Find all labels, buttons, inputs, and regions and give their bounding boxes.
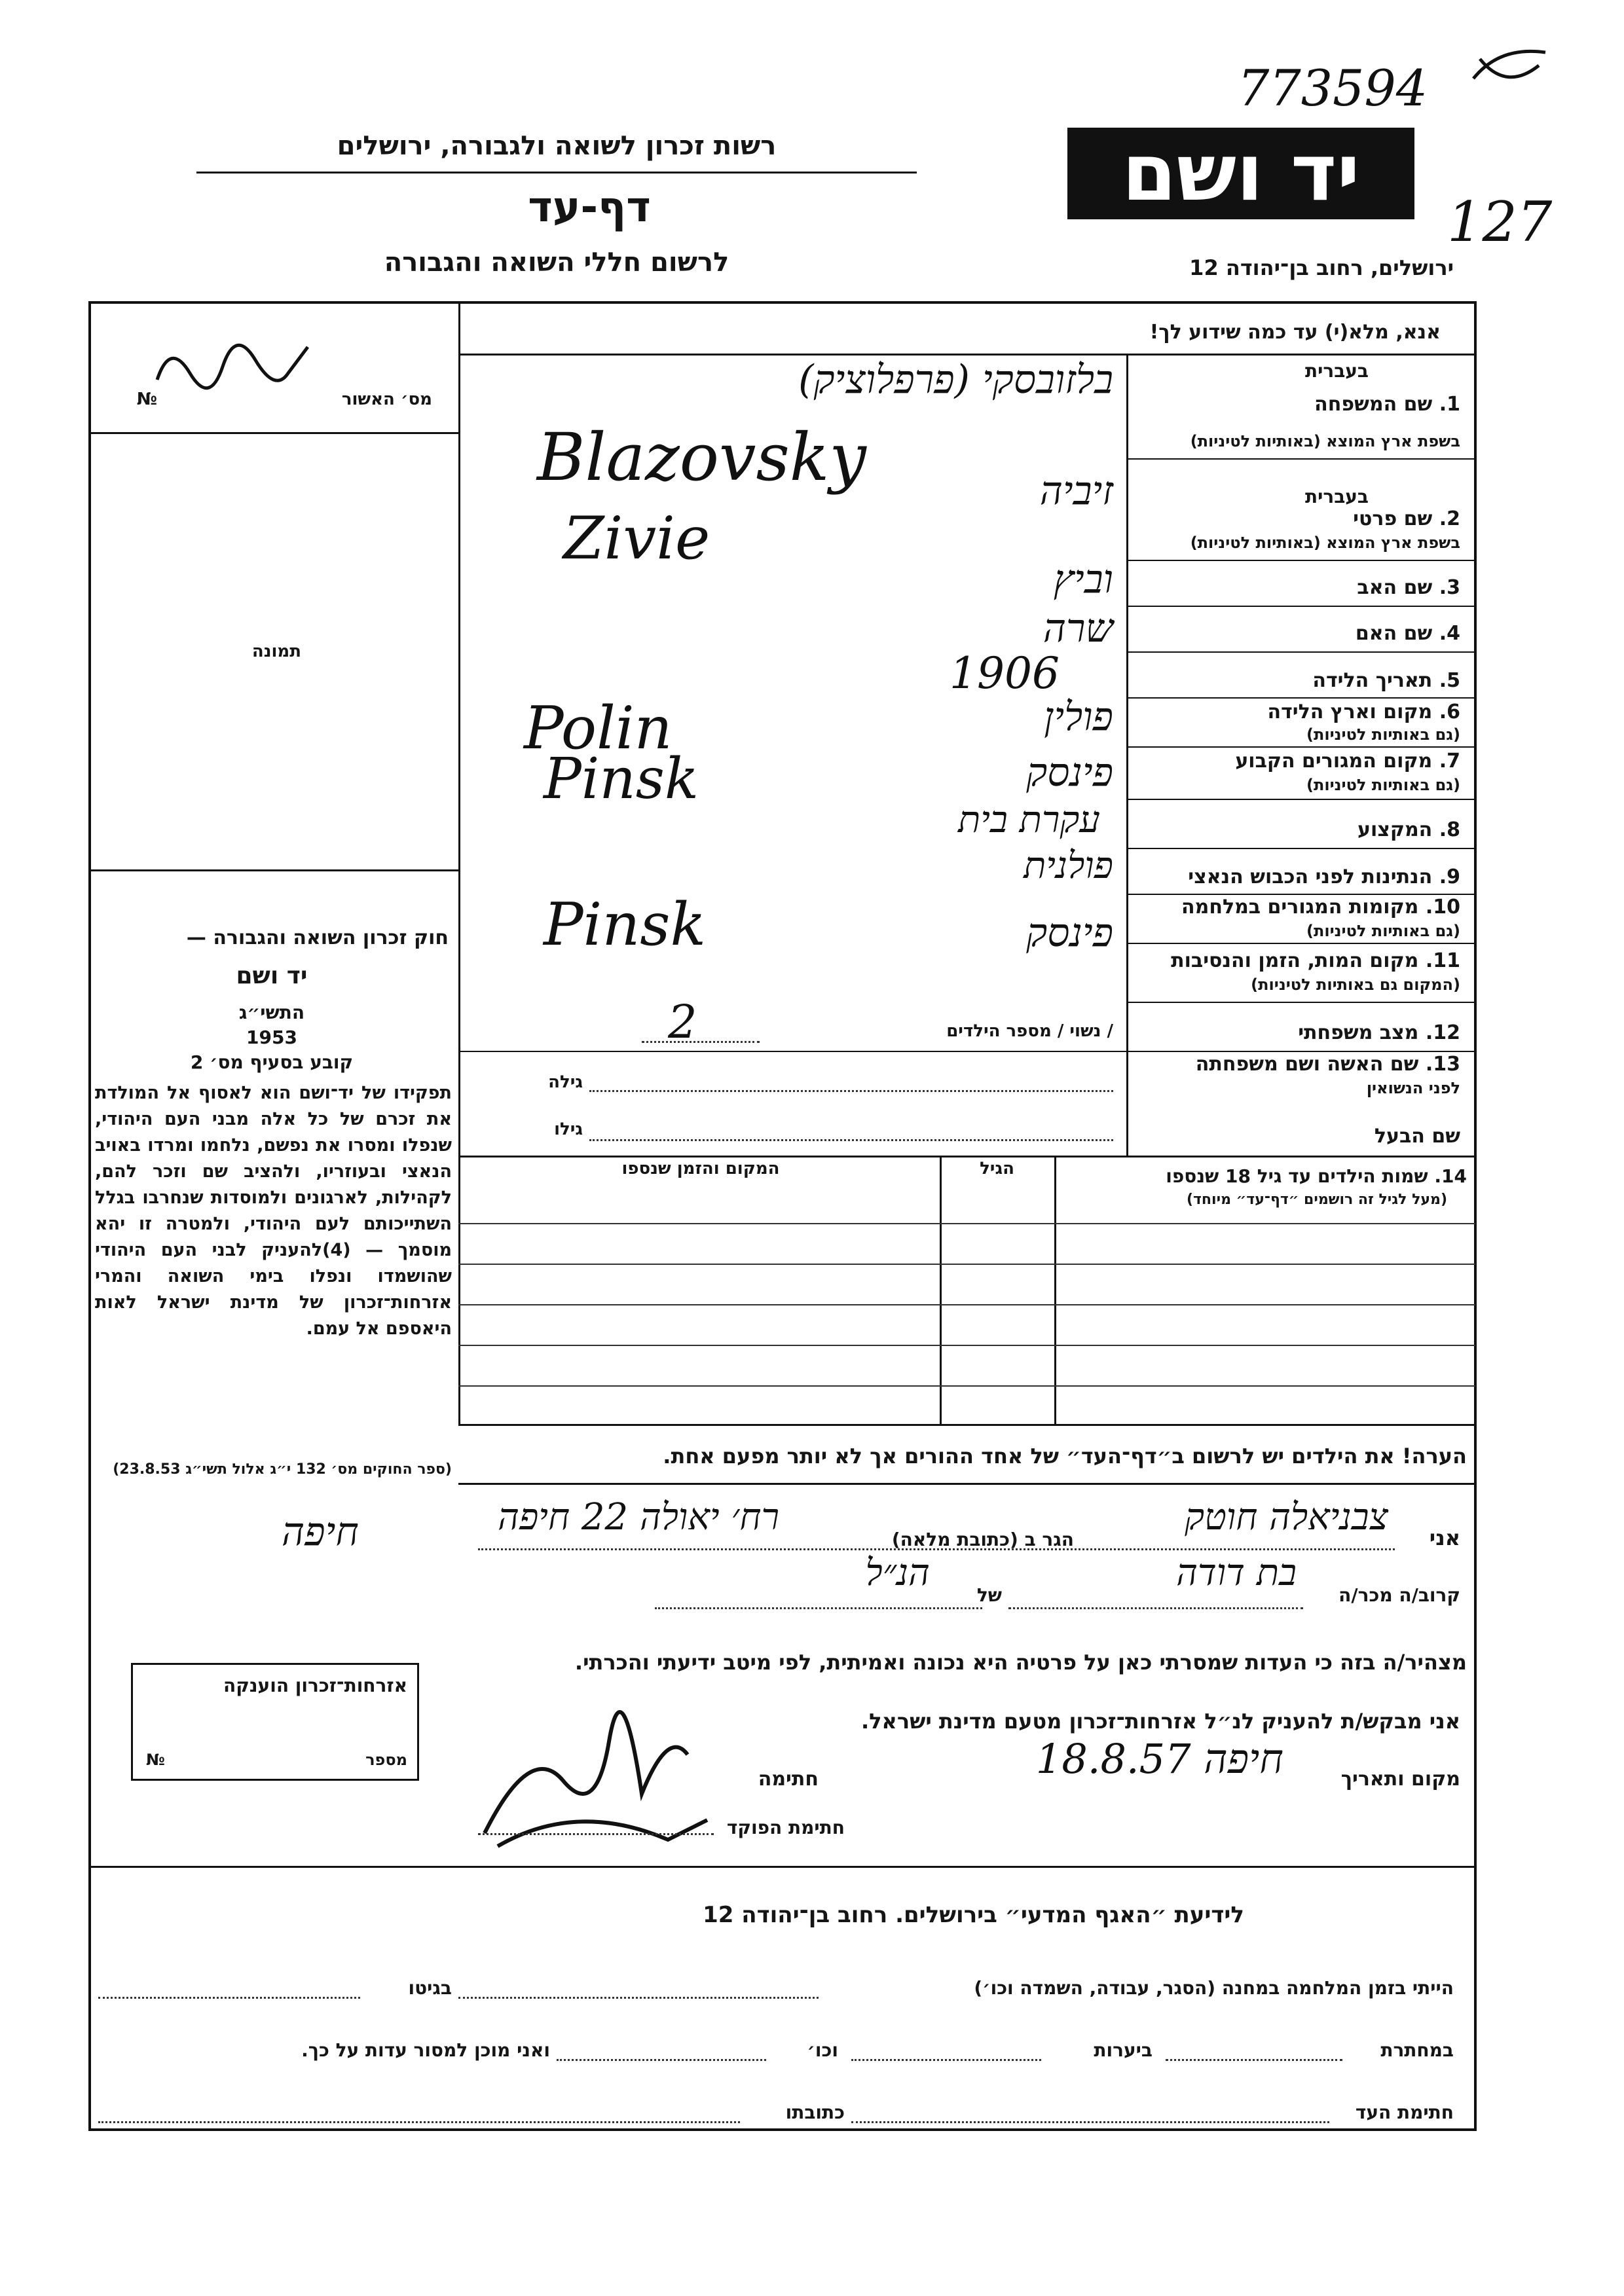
address: ירושלים, רחוב בן־יהודה 12 <box>1189 255 1454 280</box>
field-13-label: 13. שם האשה ושם משפחתה <box>1195 1053 1460 1076</box>
field-2-sub: בשפת ארץ המוצא (באותיות לטיניות) <box>1190 534 1460 552</box>
margin-note: חיפה <box>282 1509 359 1555</box>
field-10-label: 10. מקומות המגורים במלחמה <box>1181 896 1460 919</box>
intro-text: אנא, מלא(י) עד כמה שידוע לך! <box>1149 321 1441 344</box>
footer-line2-c: וכו׳ <box>807 2039 838 2061</box>
birthplace-latin: Polin <box>524 694 673 763</box>
field-1-label: 1. שם המשפחה <box>1314 393 1460 416</box>
children-count: 2 <box>668 995 697 1049</box>
footer-line3-a: חתימת העד <box>1355 2102 1454 2123</box>
children-table-note: (מעל לגיל זה רושמים ״דף־עד״ מיוחד) <box>1186 1192 1447 1208</box>
approval-handwriting <box>151 334 321 406</box>
field-1-sub: בשפת ארץ המוצא (באותיות לטיניות) <box>1190 432 1460 450</box>
footer-line2-b: ביערות <box>1094 2039 1153 2061</box>
field-2-label: 2. שם פרטי <box>1353 507 1460 530</box>
field-8-label: 8. המקצוע <box>1357 818 1460 841</box>
field-7-label: 7. מקום המגורים הקבוע <box>1235 750 1460 773</box>
law-source: (ספר החוקים מס׳ 132 י״ג אלול תשי״ג 23.8.53) <box>113 1461 452 1478</box>
birthplace-hebrew: פולין <box>1044 694 1113 740</box>
field-7-sub: (גם באותיות לטיניות) <box>1306 776 1460 794</box>
first-name-latin: Zivie <box>563 504 710 573</box>
husband-age-label: גילו <box>554 1120 583 1139</box>
declaration-ani: אני <box>1429 1525 1460 1550</box>
children-table-header: 14. שמות הילדים עד גיל 18 שנספו <box>1166 1165 1467 1187</box>
residence-hebrew: פינסק <box>1026 750 1113 795</box>
field-3-label: 3. שם האב <box>1357 576 1460 599</box>
side-number: 127 <box>1447 190 1553 254</box>
field-9-label: 9. הנתינות לפני הכבוש הנאצי <box>1188 866 1460 888</box>
place-date-value: חיפה 18.8.57 <box>1035 1735 1283 1783</box>
husband-label: שם הבעל <box>1374 1125 1460 1148</box>
signature-label: חתימה <box>758 1768 819 1791</box>
wartime-residence-latin: Pinsk <box>544 890 707 959</box>
form-title: דף-עד <box>528 183 651 232</box>
field-6-sub: (גם באותיות לטיניות) <box>1306 725 1460 744</box>
law-year-he: התשי״ג <box>238 1002 305 1023</box>
law-body: תפקידו של יד־ושם הוא לאסוף אל המולדת את זכרם של כל אלה מבני העם היהודי, שנפלו ומסרו את נפשם, נלחמו ומרדו באויב הנאצי ובעוזריו, ולהציב שם וזכר להם, לקהילות, לארגונים ולמוסדות שנחרבו בגלל השתייכותם לעם היהודי, ולמטרה זו יהא מוסמך — (4)להעניק לבני העם היהודי שהושמדו ונפלו בימי השואה והמרי אזרחות־זכרון של מדינת ישראל לאות היאספם אל עמם. <box>95 1083 452 1339</box>
resides-label: הגר ב (כתובת מלאה) <box>891 1529 1074 1550</box>
nationality: פולנית <box>1024 845 1113 887</box>
organization-line: רשות זכרון לשואה ולגבורה, ירושלים <box>337 131 777 161</box>
official-signature-label: חתימת הפוקד <box>726 1817 845 1838</box>
request-text: אני מבקש/ת להעניק לנ״ל אזרחות־זכרון מטעם מדינת ישראל. <box>861 1709 1460 1734</box>
affirmation-text: מצהיר/ה בזה כי העדות שמסרתי כאן על פרטיה היא נכונה ואמיתית, לפי מיטב ידיעתי והכרתי. <box>574 1650 1467 1675</box>
approval-label: מס׳ האשור <box>341 390 432 409</box>
mother-name: שרה <box>1043 606 1113 651</box>
footer-line1-a: הייתי בזמן המלחמה במחנה (הסגר, עבודה, השמדה וכו׳) <box>974 1977 1454 1999</box>
residence-latin: Pinsk <box>544 746 699 812</box>
profession: עקרת בית <box>958 799 1100 841</box>
surname-latin: Blazovsky <box>537 419 866 496</box>
witness-address: רח׳ יאולה 22 חיפה <box>498 1496 779 1539</box>
field-11-sub: (המקום גם באותיות לטיניות) <box>1251 975 1460 994</box>
law-name: יד ושם <box>236 962 308 989</box>
footer-line2-d: ואני מוכן למסור עדות על כך. <box>301 2039 550 2061</box>
check-mark-icon <box>1467 39 1552 98</box>
relation-value: בת דודה <box>1176 1552 1297 1594</box>
witness-name: צבניאלה חוטק <box>1185 1496 1388 1539</box>
marital-status-options: / נשוי / מספר הילדים <box>946 1021 1113 1041</box>
field-1-hebrew-tag: בעברית <box>1304 360 1369 382</box>
law-clause: קובע בסעיף מס׳ 2 <box>190 1051 354 1073</box>
archive-number: 773594 <box>1238 59 1428 117</box>
first-name-hebrew: זיביה <box>1039 468 1113 514</box>
citizenship-box: אזרחות־זכרון הוענקה מספר № <box>131 1663 419 1781</box>
surname-hebrew: בלזובסקי (פרפלוציק) <box>798 357 1113 403</box>
field-10-sub: (גם באותיות לטיניות) <box>1306 922 1460 940</box>
age-column-header: הגיל <box>980 1159 1014 1178</box>
yad-vashem-logo: יד ושם <box>1067 128 1414 219</box>
wartime-residence-hebrew: פינסק <box>1026 910 1113 956</box>
footer-line1-b: בגיטו <box>408 1977 452 1999</box>
place-column-header: המקום והזמן שנספו <box>621 1159 780 1178</box>
field-4-label: 4. שם האם <box>1355 622 1460 645</box>
law-title: חוק זכרון השואה והגבורה — <box>186 926 449 949</box>
children-note: הערה! את הילדים יש לרשום ב״דף־העד״ של אחד ההורים אך לא יותר מפעם אחת. <box>663 1444 1467 1468</box>
field-13-sub: לפני הנשואין <box>1366 1079 1460 1097</box>
relative-label: קרוב/ה מכר/ה <box>1338 1584 1460 1606</box>
field-12-label: 12. מצב משפחתי <box>1298 1021 1460 1044</box>
field-6-label: 6. מקום וארץ הלידה <box>1267 701 1460 723</box>
footer-line3-b: כתובתו <box>785 2102 845 2123</box>
relation-of-value: הנ״ל <box>865 1552 930 1594</box>
photo-label: תמונה <box>251 642 301 661</box>
witness-signature <box>471 1702 720 1853</box>
law-year: 1953 <box>246 1027 297 1048</box>
birth-date: 1906 <box>950 648 1060 699</box>
footer-title: לידיעת ״האגף המדעי״ בירושלים. רחוב בן־יהודה 12 <box>703 1902 1244 1928</box>
place-date-label: מקום ותאריך <box>1340 1768 1460 1791</box>
field-2-hebrew-tag: בעברית <box>1304 486 1369 507</box>
field-11-label: 11. מקום המות, הזמן והנסיבות <box>1171 949 1460 972</box>
of-label: של <box>976 1584 1002 1606</box>
father-name: וביץ <box>1053 556 1113 602</box>
field-5-label: 5. תאריך הלידה <box>1312 669 1460 692</box>
footer-line2-a: במחתרת <box>1380 2039 1454 2061</box>
form-subtitle: לרשום חללי השואה והגבורה <box>384 247 729 278</box>
wife-age-label: גילה <box>548 1072 583 1092</box>
